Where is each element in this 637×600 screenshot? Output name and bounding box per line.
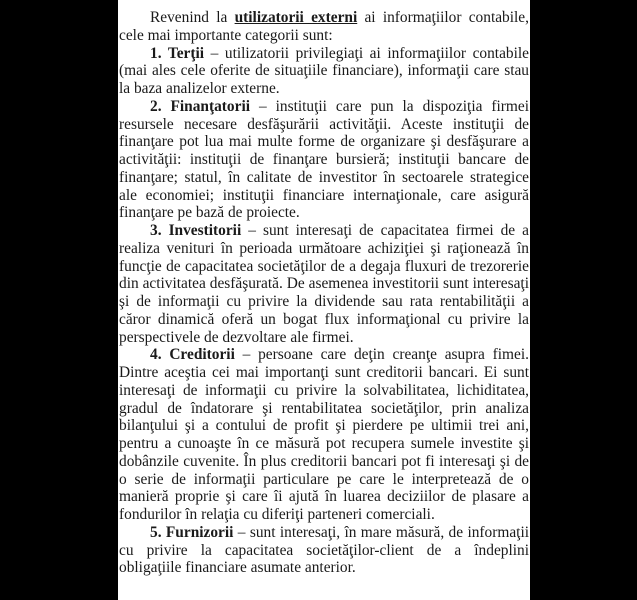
- page-paper: [118, 0, 530, 600]
- paragraph-finantatorii: [119, 98, 529, 222]
- intro-pre: Revenind la: [150, 9, 235, 26]
- item-2-lead: 2. Finanţatorii: [150, 97, 251, 115]
- item-5-lead: 5. Furnizorii: [150, 523, 234, 541]
- item-4-lead: 4. Creditorii: [150, 346, 235, 364]
- item-4-text: – persoane care deţin creanţe asupra fimei. Dintre aceştia cei mai importanţi sunt creditorii bancari. Ei sunt interesaţi de informaţii cu privire la solvabilitatea, lichiditatea, gradul de îndatorare şi rentabilitatea societăţilor, prin analiza bilanţului şi a contului de profit şi pierdere pe ultimii trei ani, pentru a cunoaşte în ce măsură pot recupera sumele investite şi dobânzile cuvenite. În plus creditorii bancari pot fi interesaţi şi de o serie de informaţii particulare pe care le interpretează de o manieră proprie şi care îi ajută în luarea deciziilor de plasare a fondurilor în relaţia cu diferiţi parteneri comerciali.: [119, 346, 529, 523]
- item-3-lead: 3. Investitorii: [150, 222, 242, 239]
- left-letterbox: [0, 0, 118, 600]
- item-5-text: – sunt interesaţi, în mare măsură, de informaţii cu privire la capacitatea societăţilor-client de a îndeplini obligaţiile financiare asumate anterior.: [119, 523, 529, 577]
- intro-rest: ai informaţiilor contabile, cele mai importante categorii sunt:: [119, 9, 529, 44]
- right-letterbox: [530, 0, 637, 600]
- intro-highlight-utilizatorii-externi: utilizatorii externi: [234, 9, 358, 26]
- item-1-text: – utilizatorii privilegiaţi ai informaţiilor contabile (mai ales cele oferite de situaţiile financiare), informaţii care stau la baza analizelor externe.: [119, 44, 529, 97]
- page-text: [119, 9, 529, 577]
- item-1-lead: 1. Terţii: [150, 44, 205, 62]
- paragraph-intro: [119, 9, 529, 45]
- item-2-text: – instituţii care pun la dispoziţia firmei resursele necesare desfăşurării activităţii. Aceste instituţii de finanţare pot lua mai multe forme de organizare şi desfăşurare a activităţii: instituţii de finanţare bursieră; instituţii bancare de finanţare; statul, în calitate de investitor în sectoarele strategice ale economiei; instituţii financiare internaţionale, care asigură finanţare pe bază de proiecte.: [119, 97, 529, 222]
- paragraph-creditorii: [119, 346, 529, 524]
- paragraph-investitorii: [119, 222, 529, 346]
- paragraph-furnizorii: [119, 524, 529, 577]
- paragraph-tertii: [119, 45, 529, 98]
- item-3-text: – sunt interesaţi de capacitatea firmei de a realiza venituri în perioada următoare achiziţiei şi raţionează în funcţie de capacitatea societăţilor de a degaja fluxuri de trezorerie din activitatea desfăşurată. De asemenea investitorii sunt interesaţi şi de informaţii cu privire la dividende sau rata rentabilităţii a căror dinamică oferă un bogat flux informaţional cu privire la perspectivele de dezvoltare ale firmei.: [119, 222, 529, 346]
